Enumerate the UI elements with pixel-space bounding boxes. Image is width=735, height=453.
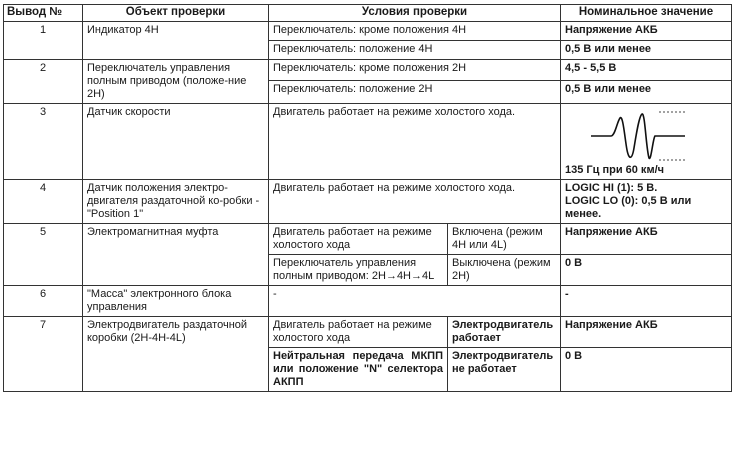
logic-low-value: LOGIC LO (0): 0,5 В или менее. <box>565 195 692 220</box>
pin-number: 5 <box>4 224 83 286</box>
check-condition: Двигатель работает на режиме холостого хода <box>269 224 448 255</box>
nominal-value: 0 В <box>561 255 732 286</box>
nominal-value: 0 В <box>561 348 732 392</box>
header-nominal: Номинальное значение <box>561 5 732 22</box>
pin-number: 3 <box>4 104 83 180</box>
table-row <box>4 60 732 81</box>
nominal-value: 4,5 - 5,5 В <box>561 60 732 81</box>
nominal-value: Напряжение АКБ <box>561 317 732 348</box>
nominal-value: Напряжение АКБ <box>561 22 732 41</box>
waveform-figure <box>565 106 727 164</box>
sine-pulse-waveform-icon <box>589 108 689 164</box>
nominal-value: 0,5 В или менее <box>561 41 732 60</box>
check-object: "Масса" электронного блока управления <box>83 286 269 317</box>
check-object: Переключатель управления полным приводом (положе-ние 2H) <box>83 60 269 104</box>
nominal-value-waveform <box>561 104 732 180</box>
inspection-table <box>3 4 732 392</box>
check-condition: Переключатель управления полным приводом: 2H→4H→4L <box>269 255 448 286</box>
pin-number: 7 <box>4 317 83 392</box>
pin-number: 1 <box>4 22 83 60</box>
check-object: Датчик скорости <box>83 104 269 180</box>
table-row <box>4 104 732 180</box>
check-object: Датчик положения электро-двигателя раздаточной ко-робки - "Position 1" <box>83 180 269 224</box>
table-row <box>4 180 732 224</box>
table-row <box>4 317 732 348</box>
check-condition: Двигатель работает на режиме холостого хода. <box>269 104 561 180</box>
nominal-value <box>561 180 732 224</box>
check-condition: Переключатель: положение 2H <box>269 81 561 104</box>
check-condition: Переключатель: кроме положения 2H <box>269 60 561 81</box>
check-object: Электромагнитная муфта <box>83 224 269 286</box>
table-row <box>4 224 732 255</box>
logic-high-value: LOGIC HI (1): 5 В. <box>565 182 658 194</box>
header-conditions: Условия проверки <box>269 5 561 22</box>
waveform-caption: 135 Гц при 60 км/ч <box>565 164 665 176</box>
check-state: Электродвигатель не работает <box>448 348 561 392</box>
table-row <box>4 286 732 317</box>
check-object: Электродвигатель раздаточной коробки (2H-4H-4L) <box>83 317 269 392</box>
check-state: Электродвигатель работает <box>448 317 561 348</box>
pin-number: 4 <box>4 180 83 224</box>
nominal-value: 0,5 В или менее <box>561 81 732 104</box>
check-condition: - <box>269 286 561 317</box>
check-condition: Двигатель работает на режиме холостого хода <box>269 317 448 348</box>
check-condition: Двигатель работает на режиме холостого хода. <box>269 180 561 224</box>
header-pin: Вывод № <box>4 5 83 22</box>
nominal-value: - <box>561 286 732 317</box>
nominal-value: Напряжение АКБ <box>561 224 732 255</box>
check-condition: Переключатель: кроме положения 4H <box>269 22 561 41</box>
check-state: Включена (режим 4H или 4L) <box>448 224 561 255</box>
check-object: Индикатор 4H <box>83 22 269 60</box>
check-state: Выключена (режим 2H) <box>448 255 561 286</box>
table-row <box>4 22 732 41</box>
check-condition: Переключатель: положение 4H <box>269 41 561 60</box>
check-condition: Нейтральная передача МКПП или положение "N" селектора АКПП <box>269 348 448 392</box>
pin-number: 6 <box>4 286 83 317</box>
header-object: Объект проверки <box>83 5 269 22</box>
header-row <box>4 5 732 22</box>
pin-number: 2 <box>4 60 83 104</box>
